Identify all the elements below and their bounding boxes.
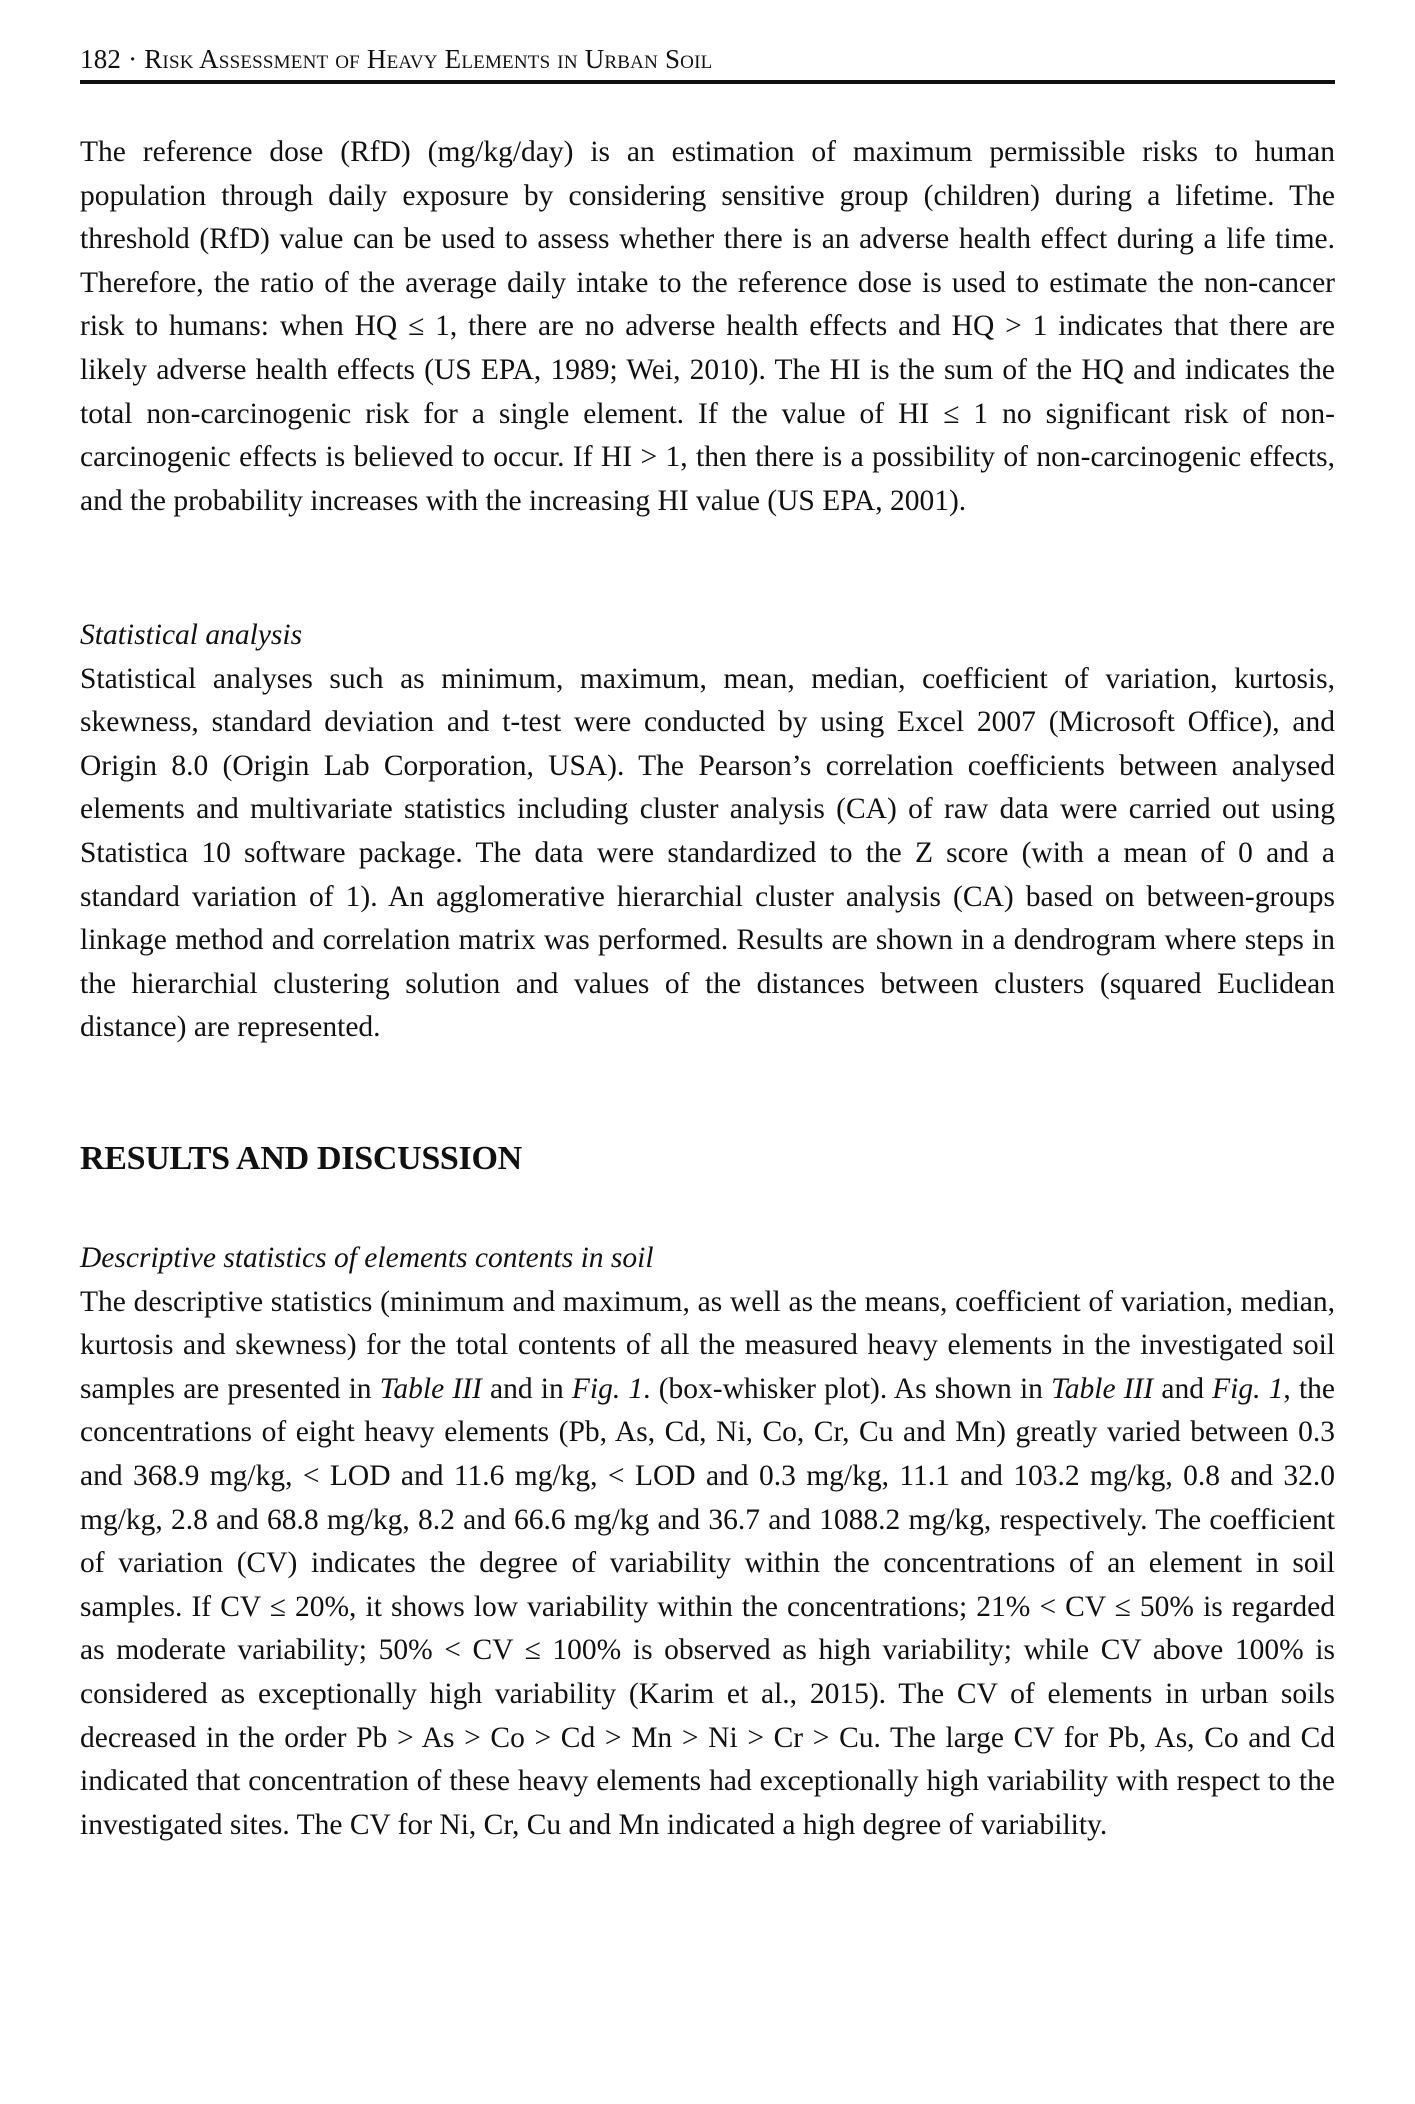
text-run: and [1153,1372,1213,1405]
rfd-paragraph-block [80,131,1335,523]
statistical-analysis-paragraph: Statistical analyses such as minimum, maximum, mean, median, coefficient of variation, kurtosis, skewness, standard deviation and t-test were conducted by using Excel 2007 (Microsoft Office), and Origin 8.0 (Origin Lab Corporation, USA). The Pearson’s correlation coefficients between analysed elements and multivariate statistics including cluster analysis (CA) of raw data were carried out using Statistica 10 software package. The data were standardized to the Z score (with a mean of 0 and a standard variation of 1). An agglomerative hierarchial cluster analysis (CA) based on between-groups linkage method and correlation matrix was performed. Results are shown in a dendrogram where steps in the hierarchial clustering solution and values of the distances between clusters (squared Euclidean distance) are represented. [80,662,1335,1044]
descriptive-statistics-subheading: Descriptive statistics of elements contents in soil [80,1242,654,1274]
page-number: 182 [80,44,122,74]
descriptive-statistics-paragraph [80,1281,1335,1848]
text-run: , the concentrations of eight heavy elements (Pb, As, Cd, Ni, Co, Cr, Cu and Mn) greatly varied between 0.3 and 368.9 mg/kg, < LOD and 11.6 mg/kg, < LOD and 0.3 mg/kg, 11.1 and 103.2 mg/kg, 0.8 and 32.0 mg/kg, 2.8 and 68.8 mg/kg, 8.2 and 66.6 mg/kg and 36.7 and 1088.2 mg/kg, respectively. The coefficient of variation (CV) indicates the degree of variability within the concentrations of an element in soil samples. If CV ≤ 20%, it shows low variability within the concentrations; 21% < CV ≤ 50% is regarded as moderate variability; 50% < CV ≤ 100% is observed as high variability; while CV above 100% is considered as exceptionally high variability (Karim et al., 2015). The CV of elements in urban soils decreased in the order Pb > As > Co > Cd > Mn > Ni > Cr > Cu. The large CV for Pb, As, Co and Cd indicated that concentration of these heavy elements had exceptionally high variability with respect to the investigated sites. The CV for Ni, Cr, Cu and Mn indicated a high degree of variability. [80,1372,1336,1841]
statistical-analysis-section [80,614,1335,1050]
text-run: and in [481,1372,572,1405]
figure-reference: Fig. 1 [1212,1372,1284,1405]
text-run: . (box-whisker plot). As shown in [643,1372,1052,1405]
figure-reference: Fig. 1 [571,1372,644,1405]
descriptive-statistics-section [80,1237,1335,1847]
table-reference: Table III [379,1372,482,1405]
section-title-results: RESULTS AND DISCUSSION [80,1140,522,1177]
running-header [80,44,1335,75]
running-title: Risk Assessment of Heavy Elements in Urban Soil [144,44,713,74]
rfd-paragraph: The reference dose (RfD) (mg/kg/day) is an estimation of maximum permissible risks to human population through daily exposure by considering sensitive group (children) during a lifetime. The threshold (RfD) value can be used to assess whether there is an adverse health effect during a life time. Therefore, the ratio of the average daily intake to the reference dose is used to estimate the non-cancer risk to humans: when HQ ≤ 1, there are no adverse health effects and HQ > 1 indicates that there are likely adverse health effects (US EPA, 1989; Wei, 2010). The HI is the sum of the HQ and indicates the total non-carcinogenic risk for a single element. If the value of HI ≤ 1 no significant risk of non-carcinogenic effects is believed to occur. If HI > 1, then there is a possibility of non-carcinogenic effects, and the probability increases with the increasing HI value (US EPA, 2001). [80,136,1335,517]
header-separator: · [128,44,138,74]
text-run: The descriptive statistics (minimum and maximum, as well as the means, coefficient of variation, median, kurtosis and skewness) for the total contents of all the measured heavy elements in the investigated soil samples are presented in [80,1285,1335,1405]
results-section [80,1140,1335,1178]
statistical-analysis-subheading: Statistical analysis [80,619,303,651]
header-rule [80,80,1335,84]
table-reference: Table III [1051,1372,1154,1405]
